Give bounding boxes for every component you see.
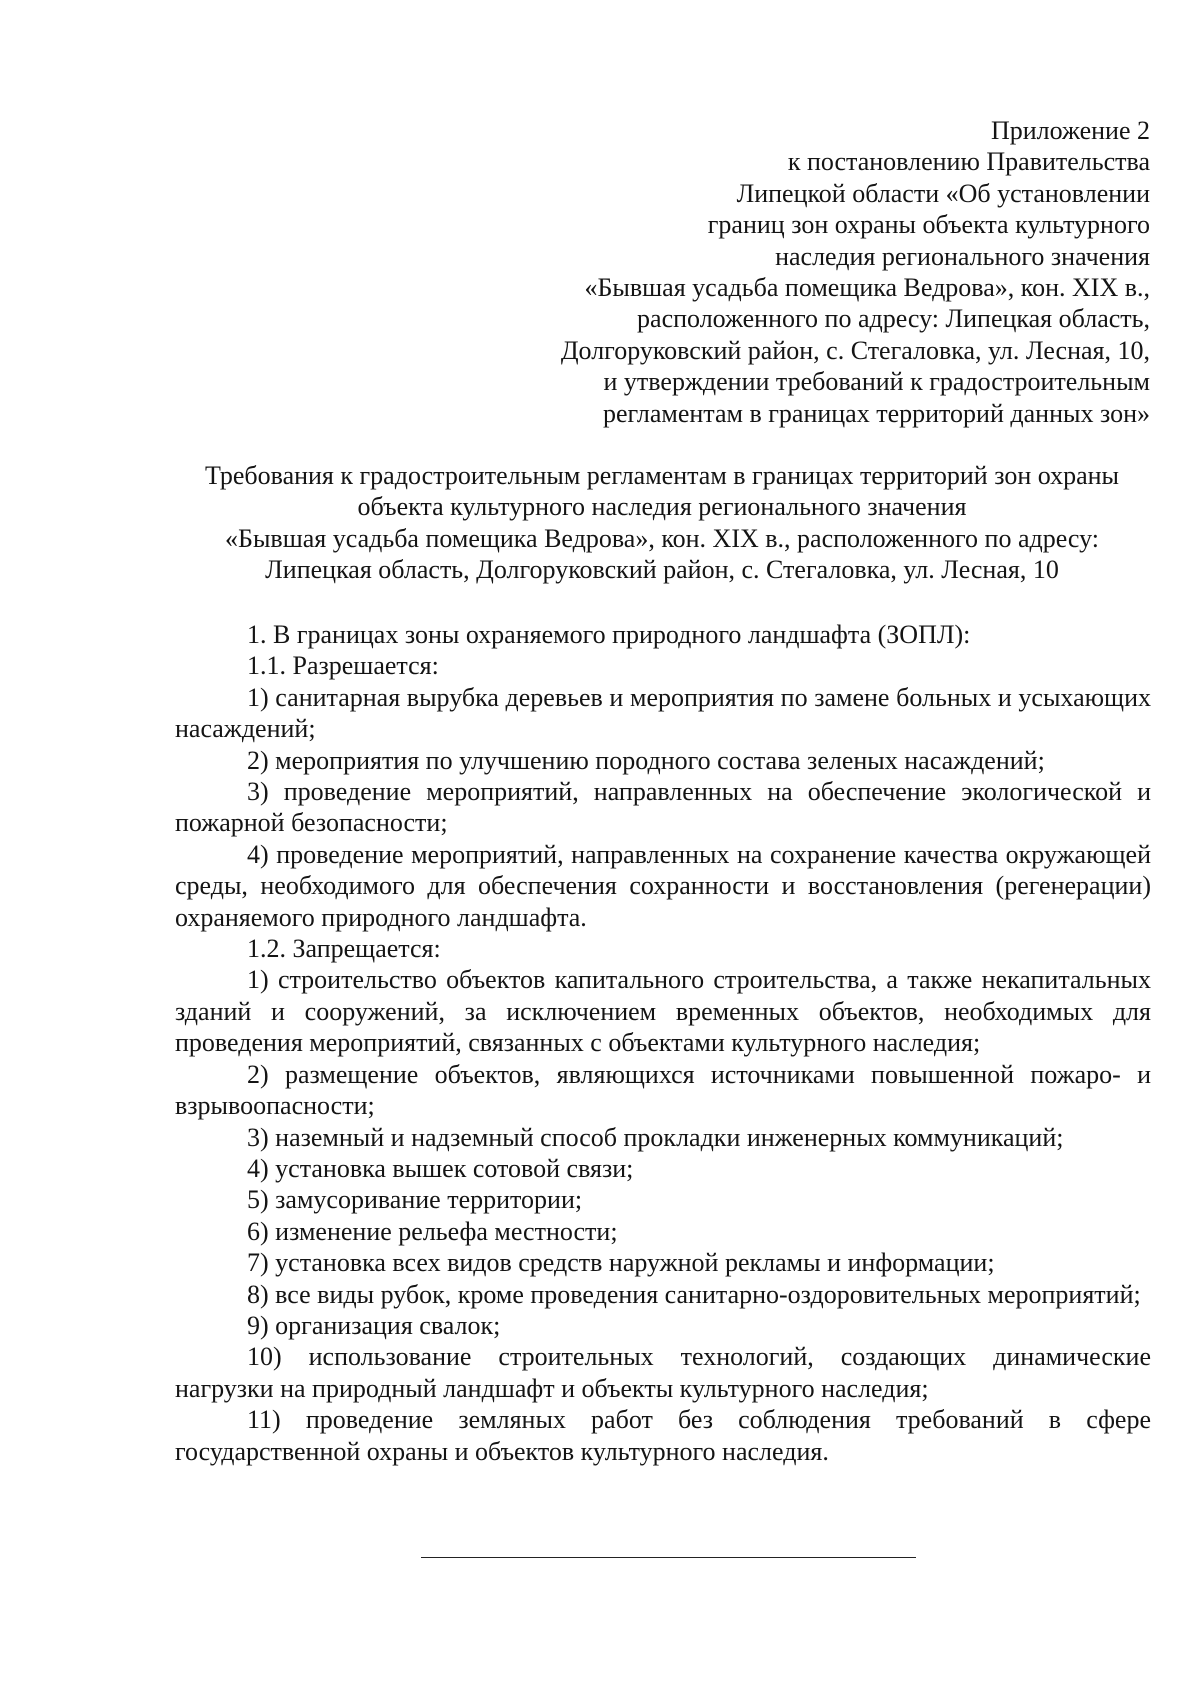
end-separator-line [421,1557,916,1558]
appendix-line: регламентам в границах территорий данных зон» [602,398,1150,428]
forbidden-item: 9) организация свалок; [247,1310,501,1340]
forbidden-item: 1) строительство объектов капитального строительства, а также некапитальных зданий и сооружений, за исключением временных объектов, необходимых для проведения мероприятий, связанных с объектами культурного наследия; [175,965,1151,1058]
title-line: Липецкая область, Долгоруковский район, с. Стегаловка, ул. Лесная, 10 [265,555,1059,585]
appendix-line: «Бывшая усадьба помещика Ведрова», кон. XIX в., [584,273,1150,303]
appendix-line: Липецкой области «Об установлении [736,178,1150,208]
forbidden-item: 6) изменение рельефа местности; [247,1216,618,1246]
appendix-line: границ зон охраны объекта культурного [707,210,1150,240]
allowed-item: 1) санитарная вырубка деревьев и мероприятия по замене больных и усыхающих насаждений; [175,682,1151,744]
forbidden-item: 4) установка вышек сотовой связи; [247,1153,634,1183]
appendix-line: расположенного по адресу: Липецкая область, [637,304,1150,334]
appendix-line: Долгоруковский район, с. Стегаловка, ул. Лесная, 10, [560,335,1150,365]
document-title [172,460,1152,586]
forbidden-heading: 1.2. Запрещается: [247,934,441,964]
document-body [175,619,1151,1467]
forbidden-item: 10) использование строительных технологий, создающих динамические нагрузки на природный ландшафт и объекты культурного наследия; [175,1342,1151,1403]
appendix-line: и утверждении требований к градостроительным [603,367,1150,397]
appendix-line: Приложение 2 [990,116,1150,145]
forbidden-item: 7) установка всех видов средств наружной рекламы и информации; [247,1248,995,1278]
forbidden-item: 3) наземный и надземный способ прокладки инженерных коммуникаций; [247,1122,1064,1152]
title-line: Требования к градостроительным регламентам в границах территорий зон охраны [204,461,1120,490]
appendix-line: к постановлению Правительства [787,147,1150,177]
forbidden-item: 5) замусоривание территории; [247,1185,583,1215]
forbidden-item: 11) проведение земляных работ без соблюдения требований в сфере государственной охраны и объектов культурного наследия. [175,1405,1151,1466]
allowed-heading: 1.1. Разрешается: [247,651,439,681]
appendix-line: наследия регионального значения [775,241,1150,271]
forbidden-item: 8) все виды рубок, кроме проведения санитарно-оздоровительных мероприятий; [247,1279,1141,1309]
allowed-item: 2) мероприятия по улучшению породного состава зеленых насаждений; [247,745,1045,775]
allowed-item: 4) проведение мероприятий, направленных на сохранение качества окружающей среды, необходимого для обеспечения сохранности и восстановления (регенерации) охраняемого природного ландшафта. [175,839,1151,932]
appendix-header [430,115,1150,429]
title-line: объекта культурного наследия регионального значения [357,492,967,522]
section-heading: 1. В границах зоны охраняемого природного ландшафта (ЗОПЛ): [247,620,971,649]
allowed-item: 3) проведение мероприятий, направленных на обеспечение экологической и пожарной безопасности; [175,777,1151,838]
title-line: «Бывшая усадьба помещика Ведрова», кон. XIX в., расположенного по адресу: [225,523,1099,553]
forbidden-item: 2) размещение объектов, являющихся источниками повышенной пожаро- и взрывоопасности; [175,1059,1151,1121]
